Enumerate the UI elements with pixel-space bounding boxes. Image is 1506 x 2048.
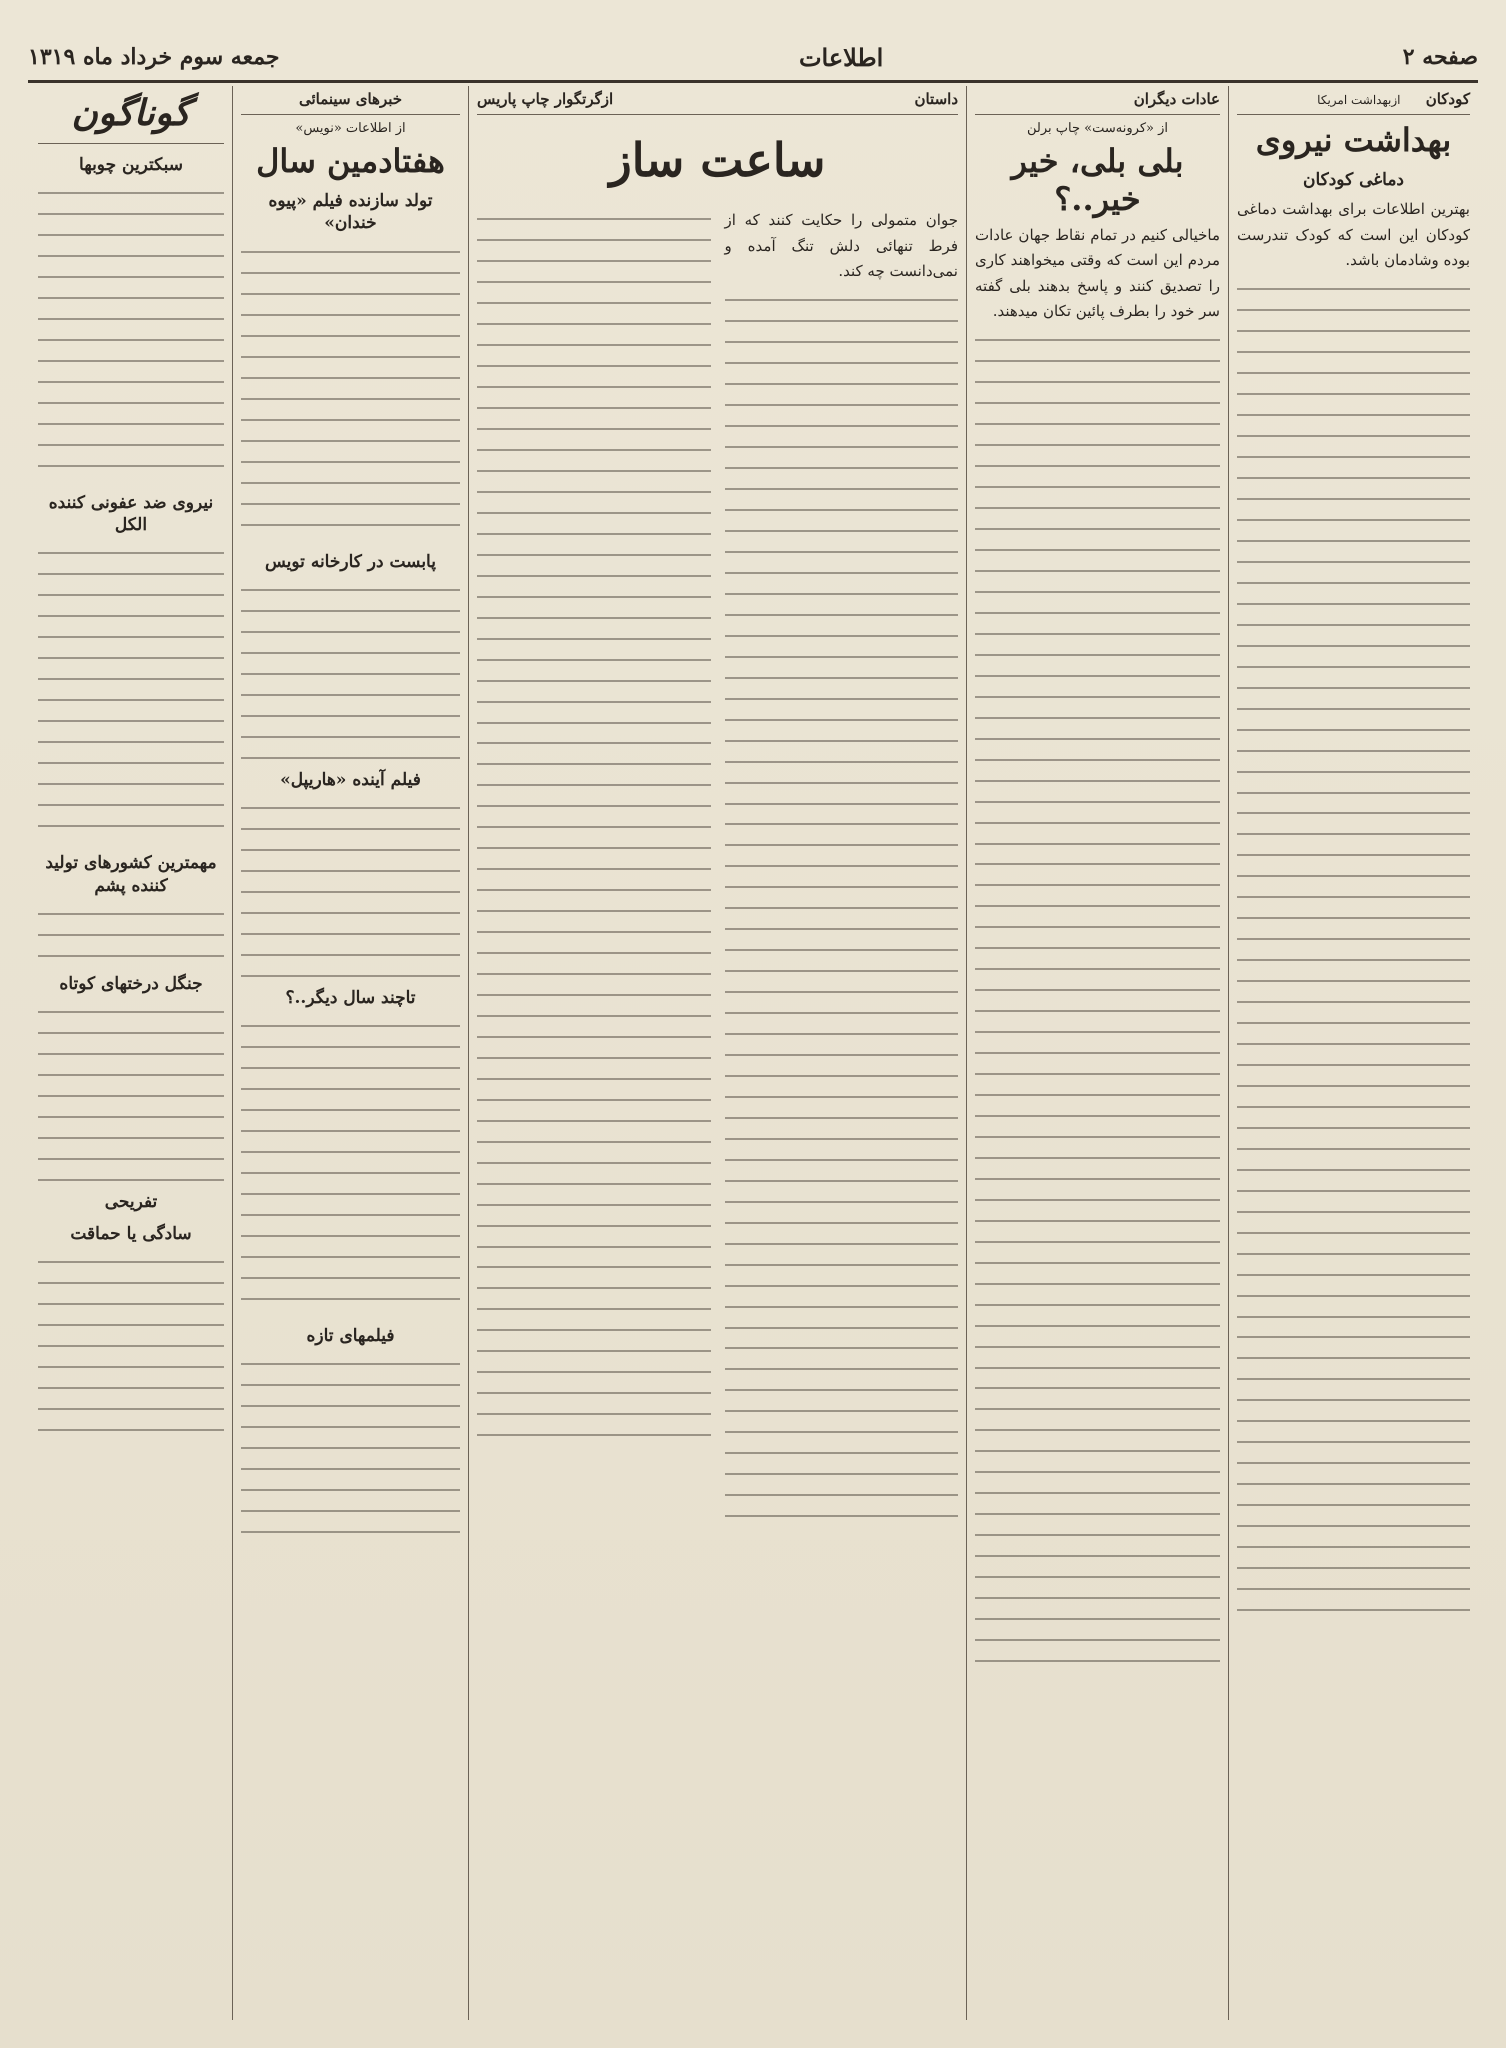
article-body: [1237, 802, 1470, 1322]
article-headline: ساعت ساز: [609, 133, 826, 187]
article-body: [1237, 1326, 1470, 1626]
article-body: [38, 542, 224, 842]
newspaper-title: اطلاعات: [798, 42, 884, 72]
article-body: [725, 813, 959, 1333]
article-body: [38, 182, 224, 482]
column-cinema: [232, 86, 468, 2020]
article-body: [241, 241, 460, 541]
article-body: [975, 329, 1220, 849]
article-body: [38, 1251, 224, 1431]
section-kicker: خبرهای سینمائی: [241, 86, 460, 115]
article-lead: بهترین اطلاعات برای بهداشت دماغی کودکان این است که کودک تندرست بوده وشادمان باشد.: [1237, 200, 1470, 270]
article-subhead: تفریحی: [104, 1191, 158, 1212]
article-subhead: فیلمهای تازه: [306, 1325, 395, 1346]
article-body: [38, 1001, 224, 1181]
article-body: [477, 732, 711, 1252]
section-kicker: عادات دیگران: [975, 86, 1220, 115]
article-subhead: پابست در کارخانه تویس: [265, 551, 436, 572]
article-lead: جوان متمولی را حکایت کنند که از فرط تنهائی دلش تنگ آمده و نمی‌دانست چه کند.: [724, 211, 958, 281]
article-subhead: تولد سازنده فیلم «پیوه خندان»: [268, 191, 433, 234]
article-source: از اطلاعات «نویس»: [295, 121, 406, 136]
article-body: [725, 289, 959, 809]
columns-container: [28, 86, 1478, 2020]
article-subhead: نیروی ضد عفونی کننده الکل: [48, 493, 214, 536]
article-body: [38, 903, 224, 963]
divider: [38, 143, 224, 144]
article-subhead: تاچند سال دیگر..؟: [285, 987, 416, 1008]
article-subhead: سبکترین چوبها: [79, 155, 183, 176]
section-kicker: کودکان ازبهداشت امریکا: [1237, 86, 1470, 115]
article-headline: هفتادمین سال: [256, 142, 445, 180]
article-lead: ماخیالی کنیم در تمام نقاط جهان عادات مردم این است که وقتی میخواهند کاری را تصدیق کنند و پاسخ بدهند بلی گفته سر خود را بطرف پائین تکان میدهند.: [975, 225, 1220, 321]
article-headline: بلی بلی، خیر خیر..؟: [1011, 142, 1184, 219]
column-customs: [966, 86, 1228, 2020]
masthead: [28, 34, 1478, 83]
section-headline: گوناگون: [71, 92, 191, 134]
article-body: [241, 1015, 460, 1315]
article-body: [241, 1353, 460, 1533]
issue-date: جمعه سوم خرداد ماه ۱۳۱۹: [28, 44, 280, 70]
article-body: [241, 797, 460, 977]
article-body: [725, 1337, 959, 1517]
article-body: [477, 1256, 711, 1436]
column-story: [468, 86, 966, 2020]
article-subhead: جنگل درختهای کوتاه: [59, 973, 203, 994]
article-body: [975, 853, 1220, 1373]
article-subhead: فیلم آینده «هاریپل»: [280, 769, 421, 790]
article-body: [241, 579, 460, 759]
article-source: از «کرونه‌ست» چاپ برلن: [1027, 121, 1168, 136]
column-miscellany: [30, 86, 232, 2020]
page-number: صفحه ۲: [1402, 44, 1478, 70]
article-body: [975, 1377, 1220, 1677]
section-kicker: داستان ازگرتگوار چاپ پاریس: [477, 86, 958, 115]
article-subhead: مهمترین کشورهای تولید کننده پشم: [45, 853, 217, 896]
column-children-health: [1228, 86, 1478, 2020]
article-headline: بهداشت نیروی: [1255, 121, 1452, 159]
article-body: [1237, 278, 1470, 798]
article-subhead: دماغی کودکان: [1302, 170, 1405, 191]
article-body: [477, 208, 711, 728]
article-subhead: سادگی یا حماقت: [70, 1223, 192, 1244]
